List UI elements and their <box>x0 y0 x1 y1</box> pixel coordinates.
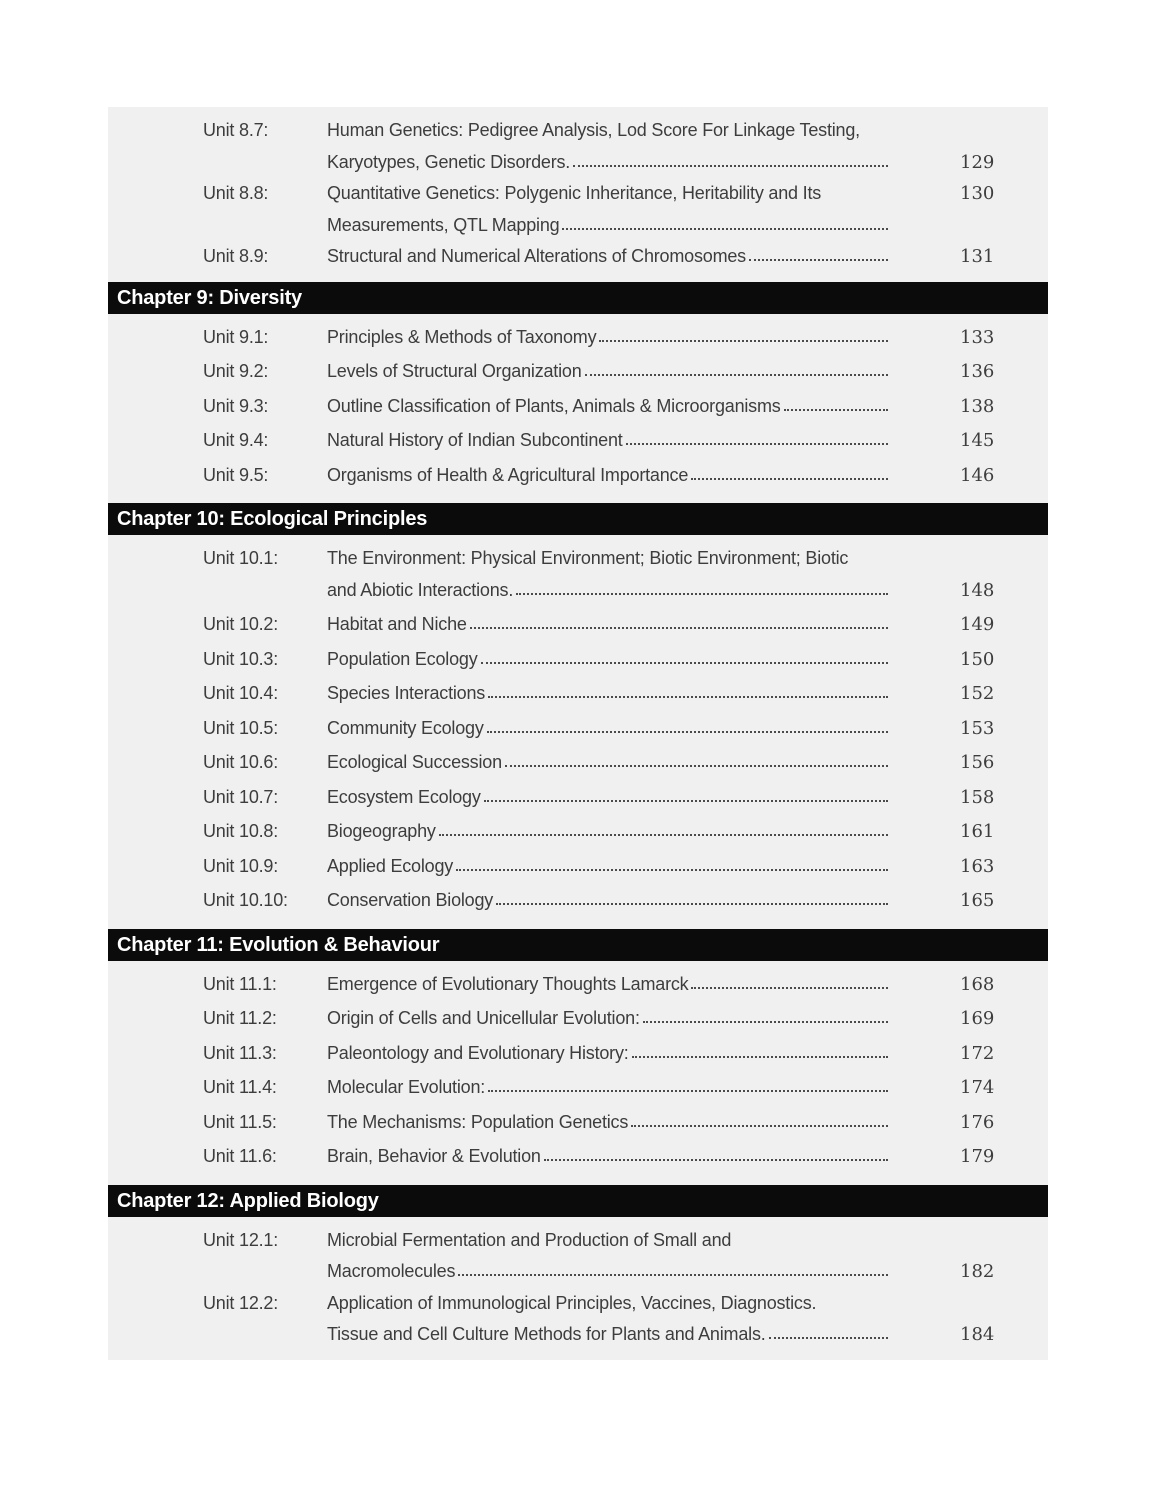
toc-row <box>108 322 1048 354</box>
toc-unit <box>108 425 1048 457</box>
dot-leader <box>488 1090 888 1092</box>
unit-title: Structural and Numerical Alterations of Chromosomes <box>327 246 746 266</box>
dot-leader <box>487 731 888 733</box>
unit-label: Unit 9.1: <box>203 326 269 347</box>
toc-row <box>108 1225 1048 1257</box>
toc-row <box>108 782 1048 814</box>
unit-label: Unit 10.5: <box>203 717 279 738</box>
unit-label: Unit 11.2: <box>203 1008 277 1028</box>
dot-leader <box>643 1021 888 1023</box>
toc-row <box>108 885 1048 917</box>
page-number: 156 <box>960 752 995 773</box>
dot-leader <box>544 1159 888 1161</box>
leader-spacer <box>824 196 888 198</box>
dot-leader <box>458 1274 888 1276</box>
unit-title: Brain, Behavior & Evolution <box>327 1146 541 1166</box>
page-number: 150 <box>960 648 995 670</box>
section-units <box>108 314 1048 504</box>
unit-label: Unit 10.3: <box>203 648 279 669</box>
unit-title: Outline Classification of Plants, Animals & Microorganisms <box>327 395 781 416</box>
toc-row <box>108 1107 1048 1139</box>
section-units <box>108 961 1048 1185</box>
toc-row <box>108 391 1048 423</box>
toc-row <box>108 147 1048 179</box>
unit-title: Measurements, QTL Mapping <box>327 214 560 235</box>
page-number: 152 <box>960 683 995 704</box>
unit-label: Unit 11.4: <box>203 1077 277 1097</box>
page-number: 169 <box>960 1008 995 1029</box>
toc-unit <box>108 241 1048 273</box>
unit-title: Applied Ecology <box>327 855 454 876</box>
unit-title: Ecological Succession <box>327 752 502 772</box>
section-units <box>108 535 1048 929</box>
toc-row <box>108 178 1048 210</box>
unit-title: Habitat and Niche <box>327 614 467 634</box>
dot-leader <box>456 869 888 871</box>
dot-leader <box>784 409 888 411</box>
toc-unit <box>108 678 1048 710</box>
unit-title: Karyotypes, Genetic Disorders. <box>327 151 571 172</box>
unit-title: Human Genetics: Pedigree Analysis, Lod Score For Linkage Testing, <box>327 120 860 140</box>
unit-label: Unit 11.5: <box>203 1111 277 1132</box>
unit-title: The Environment: Physical Environment; Biotic Environment; Biotic <box>327 548 849 568</box>
page-number: 182 <box>960 1261 995 1282</box>
toc-unit <box>108 851 1048 883</box>
unit-label: Unit 10.2: <box>203 614 279 634</box>
toc-row <box>108 1003 1048 1035</box>
toc-row <box>108 1288 1048 1320</box>
unit-title: Community Ecology <box>327 717 484 738</box>
unit-title: Organisms of Health & Agricultural Importance <box>327 464 689 485</box>
unit-label: Unit 10.8: <box>203 821 279 841</box>
toc-unit <box>108 1225 1048 1288</box>
unit-title: Species Interactions <box>327 683 486 703</box>
dot-leader <box>488 696 888 698</box>
page-number: 153 <box>960 717 995 739</box>
unit-label: Unit 10.10: <box>203 890 288 910</box>
toc-row <box>108 851 1048 883</box>
toc-row <box>108 575 1048 607</box>
dot-leader <box>481 662 888 664</box>
leader-spacer <box>734 1243 888 1245</box>
page-number: 184 <box>960 1324 995 1345</box>
toc-unit <box>108 816 1048 848</box>
dot-leader <box>505 765 888 767</box>
leader-spacer <box>863 133 888 135</box>
unit-title: Levels of Structural Organization <box>327 361 582 381</box>
section-units <box>108 107 1048 282</box>
page-number: 145 <box>960 430 995 451</box>
toc-unit <box>108 609 1048 641</box>
unit-label: Unit 8.9: <box>203 246 269 266</box>
page-number: 148 <box>960 579 995 601</box>
toc-unit <box>108 1038 1048 1070</box>
toc-row <box>108 210 1048 242</box>
toc-row <box>108 1319 1048 1351</box>
page-number: 165 <box>960 890 995 911</box>
unit-title: Conservation Biology <box>327 890 494 910</box>
chapter-bar <box>108 503 1048 535</box>
toc-row <box>108 1141 1048 1173</box>
page-number: 149 <box>960 614 995 635</box>
toc-unit <box>108 1072 1048 1104</box>
chapter-bar <box>108 282 1048 314</box>
page-number: 172 <box>960 1042 995 1064</box>
toc-row <box>108 115 1048 147</box>
page-number: 130 <box>960 183 995 204</box>
unit-label: Unit 8.8: <box>203 183 269 203</box>
toc-row <box>108 460 1048 492</box>
unit-title: Microbial Fermentation and Production of Small and <box>327 1229 732 1250</box>
page-number: 146 <box>960 464 995 486</box>
toc-unit <box>108 747 1048 779</box>
chapter-bar <box>108 929 1048 961</box>
dot-leader <box>599 340 888 342</box>
page-number: 133 <box>960 326 995 348</box>
unit-title: Emergence of Evolutionary Thoughts Lamarck <box>327 973 689 994</box>
toc-unit <box>108 1107 1048 1139</box>
toc-row <box>108 609 1048 641</box>
unit-label: Unit 9.4: <box>203 430 269 450</box>
toc-unit <box>108 460 1048 492</box>
unit-label: Unit 11.6: <box>203 1146 277 1166</box>
toc-row <box>108 1256 1048 1288</box>
toc-row <box>108 241 1048 273</box>
unit-label: Unit 12.1: <box>203 1229 279 1250</box>
page-number: 136 <box>960 361 995 382</box>
page-number: 158 <box>960 786 995 808</box>
page-number: 168 <box>960 973 995 995</box>
toc-unit <box>108 885 1048 917</box>
toc-row <box>108 713 1048 745</box>
dot-leader <box>691 987 888 989</box>
dot-leader <box>470 627 888 629</box>
unit-label: Unit 10.1: <box>203 548 279 568</box>
toc-row <box>108 1072 1048 1104</box>
toc-row <box>108 425 1048 457</box>
unit-label: Unit 8.7: <box>203 120 269 140</box>
unit-title: and Abiotic Interactions. <box>327 579 514 600</box>
unit-title: Population Ecology <box>327 648 478 669</box>
unit-label: Unit 12.2: <box>203 1292 279 1313</box>
toc-unit <box>108 644 1048 676</box>
leader-spacer <box>851 561 888 563</box>
unit-title: Principles & Methods of Taxonomy <box>327 326 597 347</box>
toc-unit <box>108 391 1048 423</box>
dot-leader <box>562 228 888 230</box>
section-units <box>108 1217 1048 1360</box>
toc-row <box>108 543 1048 575</box>
unit-title: Macromolecules <box>327 1261 456 1281</box>
unit-title: Tissue and Cell Culture Methods for Plants and Animals. <box>327 1324 766 1344</box>
chapter-bar <box>108 1185 1048 1217</box>
unit-title: Biogeography <box>327 821 436 841</box>
unit-title: Quantitative Genetics: Polygenic Inheritance, Heritability and Its <box>327 183 822 203</box>
toc-unit <box>108 1003 1048 1035</box>
dot-leader <box>484 800 888 802</box>
dot-leader <box>573 165 888 167</box>
dot-leader <box>749 259 888 261</box>
unit-label: Unit 11.3: <box>203 1042 277 1063</box>
toc-unit <box>108 782 1048 814</box>
unit-label: Unit 9.5: <box>203 464 269 485</box>
toc-unit <box>108 1288 1048 1351</box>
dot-leader <box>691 478 888 480</box>
page-number: 129 <box>960 151 995 173</box>
dot-leader <box>632 1056 888 1058</box>
unit-title: Paleontology and Evolutionary History: <box>327 1042 629 1063</box>
page-number: 161 <box>960 821 995 842</box>
toc-row <box>108 356 1048 388</box>
toc-row <box>108 678 1048 710</box>
unit-label: Unit 11.1: <box>203 973 277 994</box>
dot-leader <box>585 374 888 376</box>
unit-title: Molecular Evolution: <box>327 1077 486 1097</box>
toc-unit <box>108 178 1048 241</box>
unit-label: Unit 10.6: <box>203 752 279 772</box>
unit-title: Natural History of Indian Subcontinent <box>327 430 623 450</box>
toc-unit <box>108 1141 1048 1173</box>
page-number: 138 <box>960 395 995 417</box>
dot-leader <box>496 903 888 905</box>
chapter-title: Chapter 9: Diversity <box>117 286 302 309</box>
chapter-title: Chapter 12: Applied Biology <box>117 1189 379 1212</box>
dot-leader <box>516 593 888 595</box>
page-number: 179 <box>960 1146 995 1167</box>
toc-unit <box>108 115 1048 178</box>
page-number: 163 <box>960 855 995 877</box>
unit-title: Origin of Cells and Unicellular Evolution: <box>327 1008 640 1028</box>
unit-title: The Mechanisms: Population Genetics <box>327 1111 629 1132</box>
dot-leader <box>631 1125 888 1127</box>
page-number: 174 <box>960 1077 995 1098</box>
toc-row <box>108 644 1048 676</box>
toc-unit <box>108 322 1048 354</box>
toc-unit <box>108 356 1048 388</box>
unit-label: Unit 10.4: <box>203 683 279 703</box>
toc-row <box>108 816 1048 848</box>
unit-label: Unit 10.7: <box>203 786 279 807</box>
toc-unit <box>108 969 1048 1001</box>
leader-spacer <box>819 1306 888 1308</box>
toc-row <box>108 1038 1048 1070</box>
chapter-title: Chapter 11: Evolution & Behaviour <box>117 933 440 956</box>
chapter-title: Chapter 10: Ecological Principles <box>117 508 428 530</box>
toc-unit <box>108 543 1048 606</box>
toc-row <box>108 969 1048 1001</box>
dot-leader <box>769 1337 888 1339</box>
unit-label: Unit 9.3: <box>203 395 269 416</box>
toc-content-area <box>108 107 1048 1360</box>
unit-title: Ecosystem Ecology <box>327 786 481 807</box>
dot-leader <box>626 443 888 445</box>
page-number: 131 <box>960 246 995 267</box>
page-number: 176 <box>960 1111 995 1133</box>
unit-title: Application of Immunological Principles, Vaccines, Diagnostics. <box>327 1292 817 1313</box>
toc-unit <box>108 713 1048 745</box>
dot-leader <box>439 834 888 836</box>
unit-label: Unit 9.2: <box>203 361 269 381</box>
toc-row <box>108 747 1048 779</box>
unit-label: Unit 10.9: <box>203 855 279 876</box>
